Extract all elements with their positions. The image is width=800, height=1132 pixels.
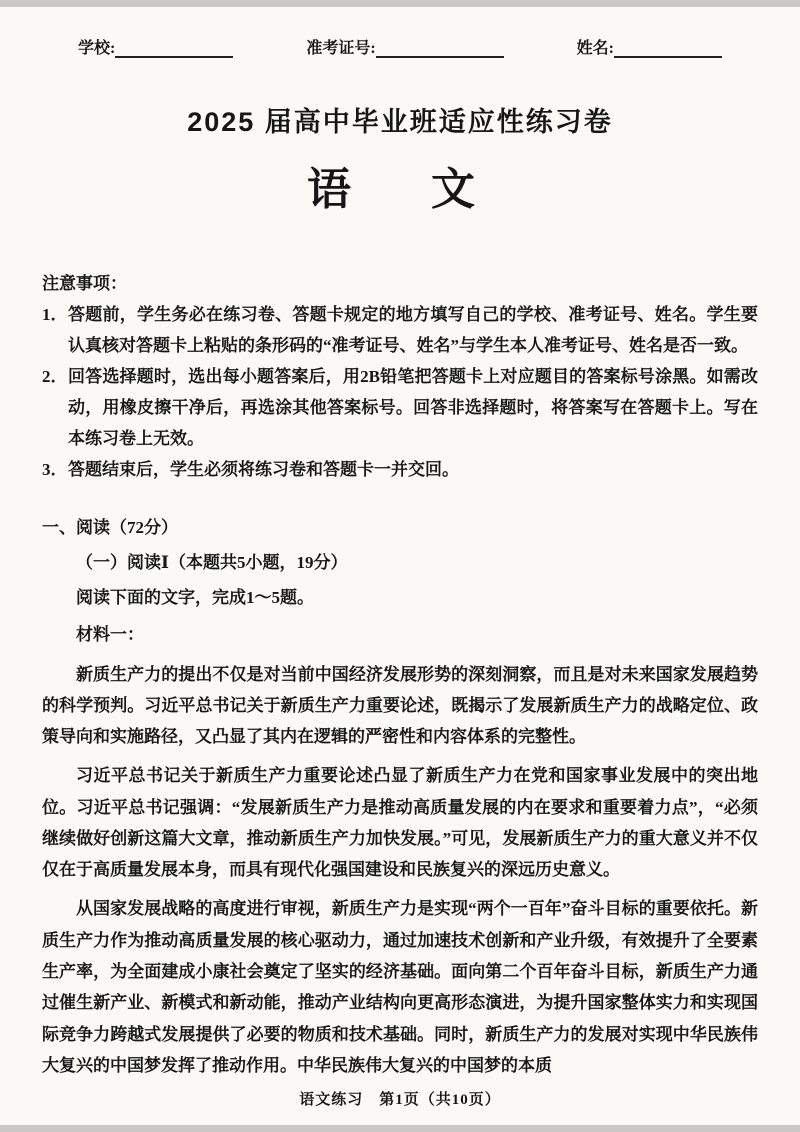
notice-item (42, 455, 758, 486)
material-paragraph: 新质生产力的提出不仅是对当前中国经济发展形势的深刻洞察，而且是对未来国家发展趋势的科学预判。习近平总书记关于新质生产力重要论述，既揭示了发展新质生产力的战略定位、政策导向和实施路径，又凸显了其内在逻辑的严密性和内容体系的完整性。 (42, 664, 758, 747)
notice-item-number: 1． (42, 304, 68, 324)
notice-item (42, 362, 758, 455)
notice-item-number: 2． (42, 366, 68, 386)
reading-instruction: 阅读下面的文字，完成1～5题。 (76, 588, 314, 608)
school-field (78, 35, 233, 58)
notice-block (42, 269, 758, 486)
school-label: 学校: (78, 40, 116, 57)
ticket-label: 准考证号: (306, 40, 376, 57)
name-field (577, 35, 722, 58)
exam-paper-page (0, 7, 800, 1125)
header-fill-row (42, 35, 758, 58)
name-blank-line (614, 44, 722, 58)
notice-item-text: 答题结束后，学生必须将练习卷和答题卡一并交回。 (68, 459, 459, 479)
notice-item (42, 300, 758, 362)
material-paragraph: 习近平总书记关于新质生产力重要论述凸显了新质生产力在党和国家事业发展中的突出地位。习近平总书记强调：“发展新质生产力是推动高质量发展的内在要求和重要着力点”，“必须继续做好创新这篇大文章，推动新质生产力加快发展。”可见，发展新质生产力的重大意义并不仅仅在于高质量发展本身，而具有现代化强国建设和民族复兴的深远历史意义。 (42, 766, 758, 880)
subsection-one-heading: （一）阅读Ⅰ（本题共5小题，19分） (76, 552, 348, 572)
notice-item-text: 答题前，学生务必在练习卷、答题卡规定的地方填写自己的学校、准考证号、姓名。学生要认真核对答题卡上粘贴的条形码的“准考证号、姓名”与学生本人准考证号、姓名是否一致。 (68, 304, 758, 355)
exam-title: 2025 届高中毕业班适应性练习卷 (187, 107, 613, 137)
reading-section (42, 512, 758, 1082)
material-one-label: 材料一： (76, 625, 144, 645)
page-footer: 语文练习 第1页（共10页） (299, 1092, 501, 1108)
notice-item-number: 3． (42, 459, 68, 479)
section-one-heading: 一、阅读（72分） (42, 517, 178, 537)
ticket-field (306, 35, 503, 58)
name-label: 姓名: (576, 40, 614, 57)
notice-item-text: 回答选择题时，选出每小题答案后，用2B铅笔把答题卡上对应题目的答案标号涂黑。如需改动，用橡皮擦干净后，再选涂其他答案标号。回答非选择题时，将答案写在答题卡上。写在本练习卷上无效。 (68, 366, 758, 448)
notice-heading: 注意事项： (42, 274, 127, 293)
material-paragraph: 从国家发展战略的高度进行审视，新质生产力是实现“两个一百年”奋斗目标的重要依托。新质生产力作为推动高质量发展的核心驱动力，通过加速技术创新和产业升级，有效提升了全要素生产率，为全面建成小康社会奠定了坚实的经济基础。面向第二个百年奋斗目标，新质生产力通过催生新产业、新模式和新动能，推动产业结构向更高形态演进，为提升国家整体实力和实现国际竞争力跨越式发展提供了必要的物质和技术基础。同时，新质生产力的发展对实现中华民族伟大复兴的中国梦发挥了推动作用。中华民族伟大复兴的中国梦的本质 (42, 899, 758, 1075)
ticket-blank-line (376, 44, 504, 58)
school-blank-line (115, 44, 233, 58)
subject-title: 语 文 (307, 165, 493, 214)
